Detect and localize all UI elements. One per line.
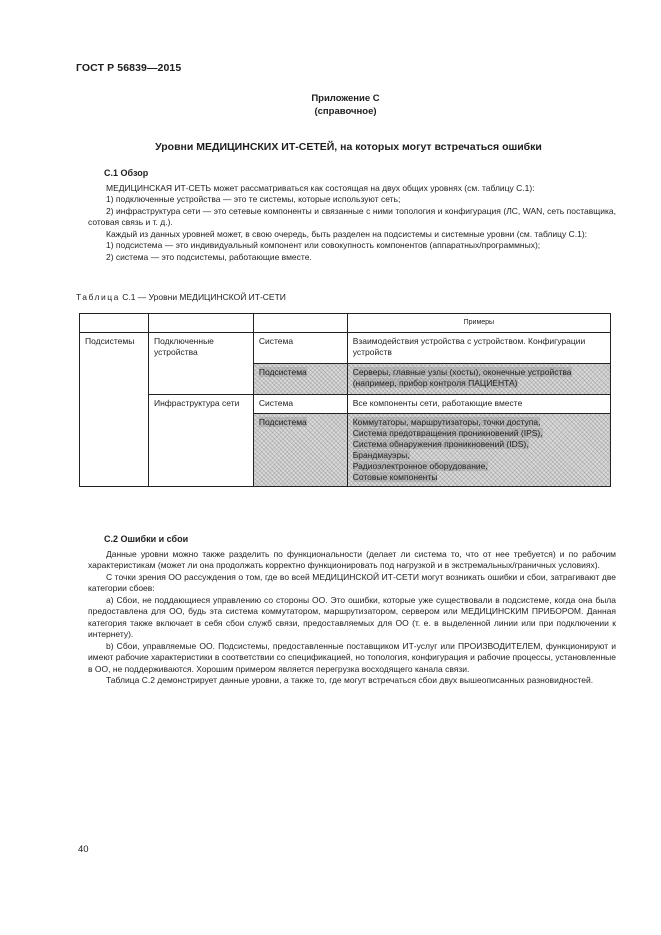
table-cell-text: Серверы, главные узлы (хосты), оконечные устройства (например, прибор контроля ПАЦИЕНТА) <box>352 367 572 388</box>
example-text: Радиоэлектронное оборудование, <box>352 461 488 471</box>
table-cell-level: Система <box>253 395 347 414</box>
main-title-text: Уровни МЕДИЦИНСКИХ ИТ-СЕТЕЙ, на которых могут встречаться ошибки <box>155 141 542 153</box>
section2-heading: С.2 Ошибки и сбои <box>104 534 189 544</box>
table-header-cell <box>253 314 347 333</box>
table-caption <box>76 292 286 302</box>
table-header-cell <box>80 314 149 333</box>
annex-heading <box>0 92 661 118</box>
table-cell-level-shaded <box>253 414 347 487</box>
section-errors <box>88 534 616 687</box>
example-item <box>353 428 605 439</box>
table-cell-example: Все компоненты сети, работающие вместе <box>347 395 610 414</box>
table-cell-example-list <box>347 414 610 487</box>
annex-title: Приложение С <box>311 93 380 104</box>
table-cell-connected-devices: Подключенные устройства <box>148 333 253 395</box>
section2-paragraph: b) Сбои, управляемые ОО. Подсистемы, предоставленные поставщиком ИТ-услуг или ПРОИЗВОДИТЕЛЕМ, функционируют и имеют рабочие характеристики в соответствии со спецификацией, но топология, конфигурация и рабочие процессы, установленные в ОО, не поддерживаются. Хорошим примером является перегрузка восходящего канала связи. <box>88 640 616 674</box>
main-title <box>0 141 661 153</box>
example-text: Коммутаторы, маршрутизаторы, точки доступа, <box>352 417 541 427</box>
table-cell-example: Взаимодействия устройства с устройством. Конфигурации устройств <box>347 333 610 364</box>
example-item <box>353 450 605 461</box>
section1-paragraph: МЕДИЦИНСКАЯ ИТ-СЕТЬ может рассматриваться как состоящая на двух общих уровнях (см. таблицу С.1): <box>106 182 535 193</box>
table-cell-level: Система <box>253 333 347 364</box>
example-text: Брандмауэры, <box>352 450 410 460</box>
section1-paragraph: 1) подключенные устройства — это те системы, которые используют сеть; <box>106 194 401 204</box>
example-item <box>353 439 605 450</box>
standard-header: ГОСТ Р 56839—2015 <box>76 62 182 74</box>
levels-table <box>79 313 611 487</box>
annex-subtitle: (справочное) <box>314 106 377 117</box>
example-item <box>353 417 605 428</box>
table-cell-level-shaded <box>253 364 347 395</box>
table-row <box>80 395 611 414</box>
table-cell-network-infrastructure: Инфраструктура сети <box>148 395 253 487</box>
section2-paragraph: С точки зрения ОО рассуждения о том, где во всей МЕДИЦИНСКОЙ ИТ-СЕТИ могут возникать ошибки и сбои, затрагивают две категории сбоев: <box>88 571 616 593</box>
table-header-examples: Примеры <box>347 314 610 333</box>
section1-heading: С.1 Обзор <box>104 168 149 178</box>
table-cell-example-shaded <box>347 364 610 395</box>
section1-paragraph: 2) инфраструктура сети — это сетевые компоненты и связанные с ними топология и конфигурация (ЛС, WAN, сеть поставщика, сотовая связь и т. д.). <box>88 205 616 227</box>
table-caption-prefix: Таблица <box>76 292 120 302</box>
section2-paragraph: a) Сбои, не поддающиеся управлению со стороны ОО. Это ошибки, которые уже существовали в подсистеме, когда она была предоставлена для ОО, будь эта система коммутатором, маршрутизатором, сервером или МЕДИЦИНСКИМ ПРИБОРОМ. Данная категория также включает в себя сбои служб связи, предоставляемых для ОО (т. е. в выделенной линии или при подключении к интернету). <box>88 594 616 639</box>
table-header-row <box>80 314 611 333</box>
table-caption-text: С.1 — Уровни МЕДИЦИНСКОЙ ИТ-СЕТИ <box>119 292 286 302</box>
section2-paragraph: Данные уровни можно также разделить по функциональности (делает ли система то, что от нее требуется) и по рабочим характеристикам (может ли она продолжать корректно функционировать под нагрузкой и в экстремальных/граничных условиях). <box>88 548 616 570</box>
section2-paragraph: Таблица С.2 демонстрирует данные уровни, а также то, где могут встречаться сбои двух вышеописанных разновидностей. <box>106 675 594 685</box>
table-header-cell <box>148 314 253 333</box>
section1-paragraph: Каждый из данных уровней может, в свою очередь, быть разделен на подсистемы и системные уровни (см. таблицу С.1): <box>106 228 588 239</box>
section1-paragraph: 2) система — это подсистемы, работающие вместе. <box>106 251 312 262</box>
table-cell-subsystems: Подсистемы <box>80 333 149 487</box>
section1-paragraph: 1) подсистема — это индивидуальный компонент или совокупность компонентов (аппаратных/программных); <box>106 240 541 250</box>
table-cell-text: Подсистема <box>258 417 307 427</box>
example-text: Сотовые компоненты <box>352 472 438 482</box>
example-text: Система предотвращения проникновений (IPS), <box>352 428 543 438</box>
example-item <box>353 472 605 483</box>
example-text: Система обнаружения проникновений (IDS), <box>352 439 529 449</box>
table-row <box>80 333 611 364</box>
example-item <box>353 461 605 472</box>
page-number: 40 <box>78 844 89 855</box>
table-cell-text: Подсистема <box>258 367 307 377</box>
section-overview <box>88 168 616 263</box>
